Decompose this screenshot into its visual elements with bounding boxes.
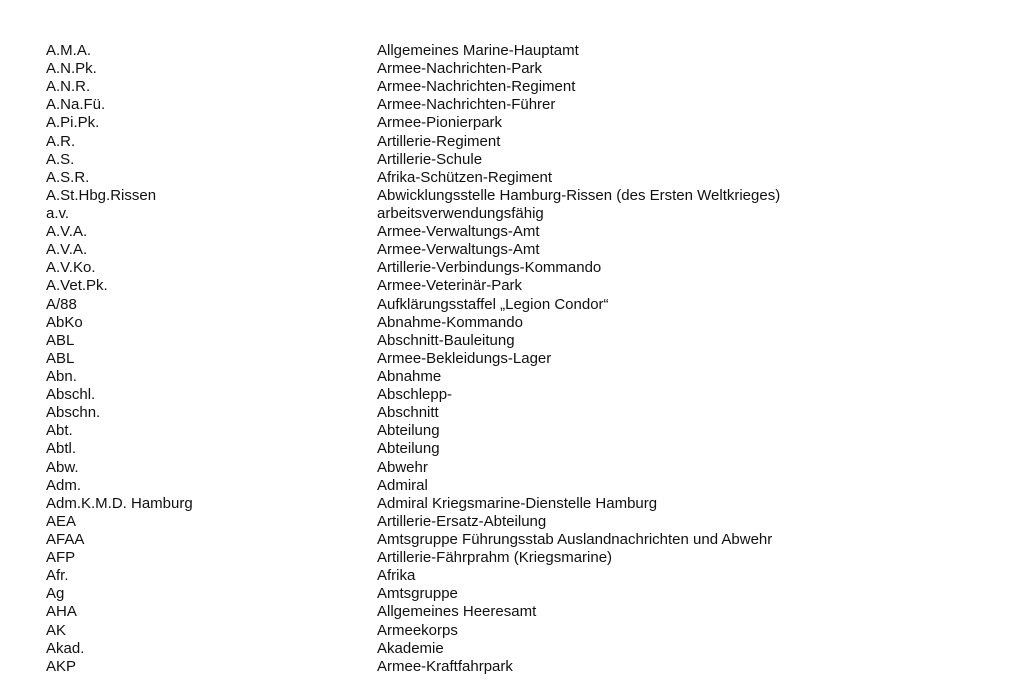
abbreviation-row <box>46 78 986 96</box>
abbreviation-term: A.V.A. <box>46 223 88 241</box>
abbreviation-meaning: Artillerie-Regiment <box>377 132 501 150</box>
abbreviation-meaning: Amtsgruppe <box>377 585 458 603</box>
abbreviation-meaning: Aufklärungsstaffel „Legion Condor“ <box>377 295 609 313</box>
abbreviation-row <box>46 640 986 658</box>
abbreviation-row <box>46 187 986 205</box>
abbreviation-row <box>46 151 986 169</box>
abbreviation-meaning: Artillerie-Verbindungs-Kommando <box>377 259 602 277</box>
abbreviation-row <box>46 42 986 60</box>
abbreviation-row <box>46 495 986 513</box>
abbreviation-meaning: Abschlepp- <box>377 386 453 404</box>
abbreviation-term: A.V.Ko. <box>46 259 96 277</box>
abbreviation-term: AHA <box>46 603 77 621</box>
abbreviation-meaning: Armee-Kraftfahrpark <box>377 657 513 675</box>
abbreviation-term: AK <box>46 621 67 639</box>
abbreviation-row <box>46 241 986 259</box>
abbreviation-meaning: Abteilung <box>377 440 440 458</box>
abbreviation-meaning: arbeitsverwendungsfähig <box>377 204 544 222</box>
abbreviation-term: ABL <box>46 349 75 367</box>
abbreviation-row <box>46 350 986 368</box>
abbreviation-meaning: Abschnitt-Bauleitung <box>377 331 515 349</box>
abbreviation-meaning: Abwehr <box>377 458 428 476</box>
abbreviation-row <box>46 60 986 78</box>
abbreviation-meaning: Armee-Bekleidungs-Lager <box>377 349 552 367</box>
abbreviation-meaning: Akademie <box>377 639 444 657</box>
abbreviation-meaning: Afrika-Schützen-Regiment <box>377 168 553 186</box>
abbreviation-term: A.S.R. <box>46 168 90 186</box>
abbreviation-term: AFAA <box>46 530 85 548</box>
abbreviation-row <box>46 531 986 549</box>
abbreviation-term: A.R. <box>46 132 76 150</box>
abbreviation-list <box>46 42 986 676</box>
abbreviation-term: Abw. <box>46 458 79 476</box>
abbreviation-meaning: Abnahme <box>377 367 442 385</box>
abbreviation-row <box>46 259 986 277</box>
abbreviation-row <box>46 658 986 676</box>
abbreviation-term: a.v. <box>46 204 70 222</box>
abbreviation-row <box>46 603 986 621</box>
abbreviation-row <box>46 404 986 422</box>
abbreviation-term: Adm.K.M.D. Hamburg <box>46 494 193 512</box>
abbreviation-meaning: Artillerie-Ersatz-Abteilung <box>377 512 547 530</box>
abbreviation-row <box>46 96 986 114</box>
abbreviation-term: Abtl. <box>46 440 77 458</box>
abbreviation-term: A.V.A. <box>46 241 88 259</box>
abbreviation-term: Ag <box>46 585 65 603</box>
abbreviation-row <box>46 277 986 295</box>
abbreviation-meaning: Armee-Verwaltungs-Amt <box>377 223 540 241</box>
abbreviation-row <box>46 459 986 477</box>
abbreviation-meaning: Armee-Nachrichten-Führer <box>377 96 556 114</box>
abbreviation-meaning: Admiral Kriegsmarine-Dienstelle Hamburg <box>377 494 658 512</box>
abbreviation-meaning: Armee-Nachrichten-Regiment <box>377 78 576 96</box>
abbreviation-meaning: Armee-Pionierpark <box>377 114 503 132</box>
abbreviation-term: A.M.A. <box>46 42 92 59</box>
abbreviation-meaning: Abteilung <box>377 422 440 440</box>
abbreviation-row <box>46 332 986 350</box>
abbreviation-meaning: Abwicklungsstelle Hamburg-Rissen (des Ersten Weltkrieges) <box>377 186 781 204</box>
abbreviation-meaning: Admiral <box>377 476 428 494</box>
abbreviation-row <box>46 386 986 404</box>
abbreviation-meaning: Artillerie-Schule <box>377 150 483 168</box>
abbreviation-term: A.N.R. <box>46 78 91 96</box>
abbreviation-row <box>46 368 986 386</box>
abbreviation-meaning: Artillerie-Fährprahm (Kriegsmarine) <box>377 549 613 567</box>
abbreviation-row <box>46 585 986 603</box>
abbreviation-meaning: Armee-Veterinär-Park <box>377 277 523 295</box>
abbreviation-row <box>46 133 986 151</box>
abbreviation-row <box>46 422 986 440</box>
abbreviation-term: Abschn. <box>46 404 101 422</box>
abbreviation-row <box>46 223 986 241</box>
abbreviation-term: Abn. <box>46 367 77 385</box>
abbreviation-term: A.Na.Fü. <box>46 96 106 114</box>
abbreviation-term: Akad. <box>46 639 85 657</box>
abbreviation-term: A.St.Hbg.Rissen <box>46 186 157 204</box>
abbreviation-row <box>46 567 986 585</box>
abbreviation-meaning: Armeekorps <box>377 621 458 639</box>
abbreviation-row <box>46 314 986 332</box>
abbreviation-term: ABL <box>46 331 75 349</box>
abbreviation-meaning: Allgemeines Heeresamt <box>377 603 537 621</box>
abbreviation-term: A.N.Pk. <box>46 60 97 78</box>
abbreviation-row <box>46 169 986 187</box>
abbreviation-row <box>46 114 986 132</box>
abbreviation-meaning: Amtsgruppe Führungsstab Auslandnachrichten und Abwehr <box>377 530 773 548</box>
abbreviation-meaning: Armee-Nachrichten-Park <box>377 60 543 78</box>
abbreviation-row <box>46 296 986 314</box>
abbreviation-row <box>46 440 986 458</box>
abbreviation-term: Abschl. <box>46 386 96 404</box>
abbreviation-term: AbKo <box>46 313 83 331</box>
abbreviation-meaning: Abschnitt <box>377 404 439 422</box>
abbreviation-term: A.Pi.Pk. <box>46 114 100 132</box>
abbreviation-term: AFP <box>46 549 76 567</box>
abbreviation-term: AEA <box>46 512 77 530</box>
abbreviation-term: A.S. <box>46 150 75 168</box>
abbreviation-meaning: Allgemeines Marine-Hauptamt <box>377 42 579 59</box>
abbreviation-term: A/88 <box>46 295 77 313</box>
abbreviation-meaning: Abnahme-Kommando <box>377 313 523 331</box>
abbreviation-row <box>46 477 986 495</box>
abbreviation-row <box>46 549 986 567</box>
abbreviation-meaning: Afrika <box>377 567 416 585</box>
abbreviation-term: AKP <box>46 657 77 675</box>
abbreviation-term: Abt. <box>46 422 73 440</box>
abbreviation-term: Afr. <box>46 567 69 585</box>
abbreviation-term: A.Vet.Pk. <box>46 277 108 295</box>
abbreviation-term: Adm. <box>46 476 82 494</box>
abbreviation-row <box>46 205 986 223</box>
abbreviation-meaning: Armee-Verwaltungs-Amt <box>377 241 540 259</box>
abbreviation-row <box>46 513 986 531</box>
abbreviation-row <box>46 622 986 640</box>
